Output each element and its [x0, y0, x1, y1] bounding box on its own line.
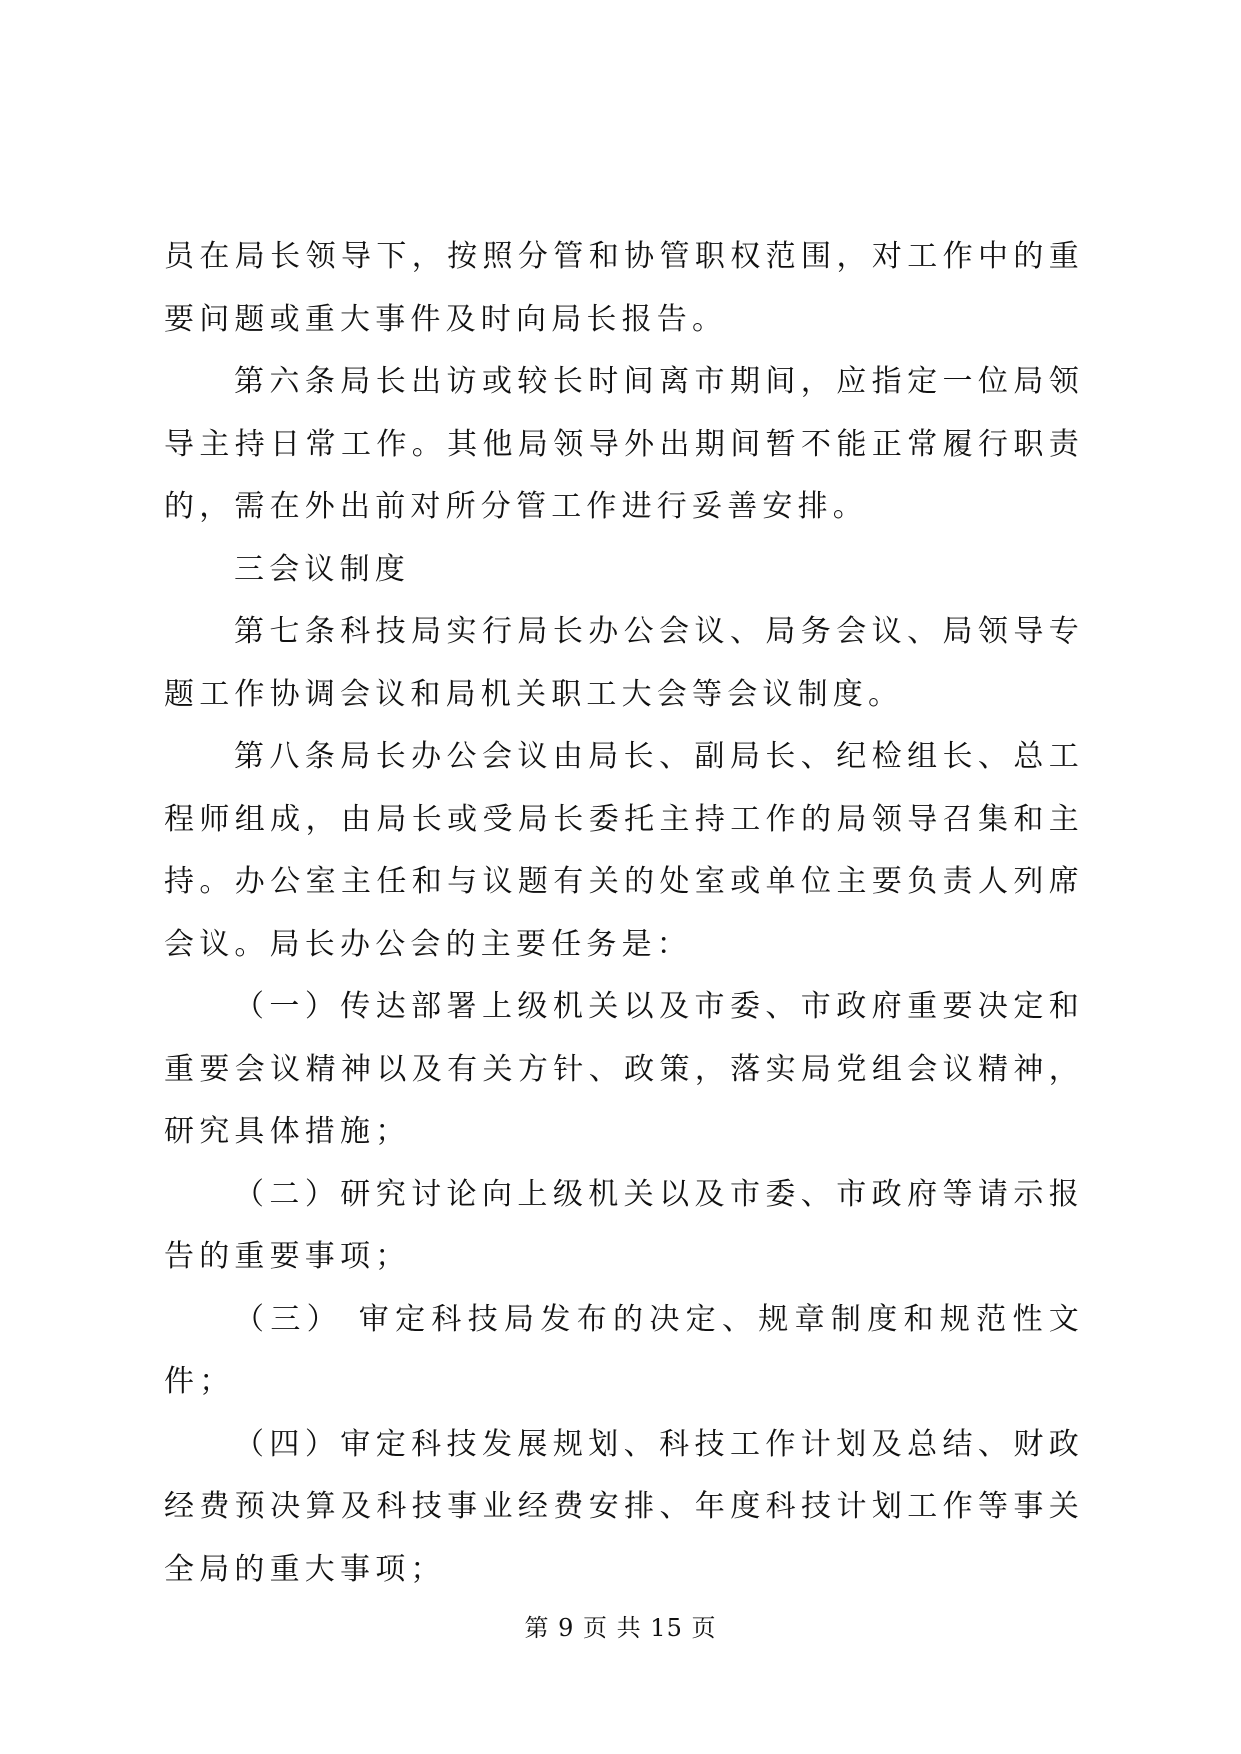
list-item-1: （一）传达部署上级机关以及市委、市政府重要决定和重要会议精神以及有关方针、政策，落实局党组会议精神，研究具体措施；: [164, 989, 1084, 1149]
document-body: [164, 226, 1084, 1601]
list-item-4: （四）审定科技发展规划、科技工作计划及总结、财政经费预决算及科技事业经费安排、年度科技计划工作等事关全局的重大事项；: [164, 1426, 1084, 1587]
paragraph-article-7: 第七条科技局实行局长办公会议、局务会议、局领导专题工作协调会议和局机关职工大会等会议制度。: [164, 614, 1084, 712]
paragraph-article-6: 第六条局长出访或较长时间离市期间，应指定一位局领导主持日常工作。其他局领导外出期间暂不能正常履行职责的，需在外出前对所分管工作进行妥善安排。: [164, 364, 1084, 524]
list-item-2: （二）研究讨论向上级机关以及市委、市政府等请示报告的重要事项；: [164, 1176, 1084, 1274]
page-footer: 第 9 页 共 15 页: [524, 1614, 717, 1642]
paragraph-continuation: 员在局长领导下，按照分管和协管职权范围，对工作中的重要问题或重大事件及时向局长报告。: [164, 239, 1084, 337]
list-item-3: （三） 审定科技局发布的决定、规章制度和规范性文件；: [164, 1301, 1084, 1399]
section-heading-meeting-system: 三会议制度: [234, 551, 410, 587]
paragraph-article-8: 第八条局长办公会议由局长、副局长、纪检组长、总工程师组成，由局长或受局长委托主持工作的局领导召集和主持。办公室主任和与议题有关的处室或单位主要负责人列席会议。局长办公会的主要任务是：: [164, 739, 1084, 962]
